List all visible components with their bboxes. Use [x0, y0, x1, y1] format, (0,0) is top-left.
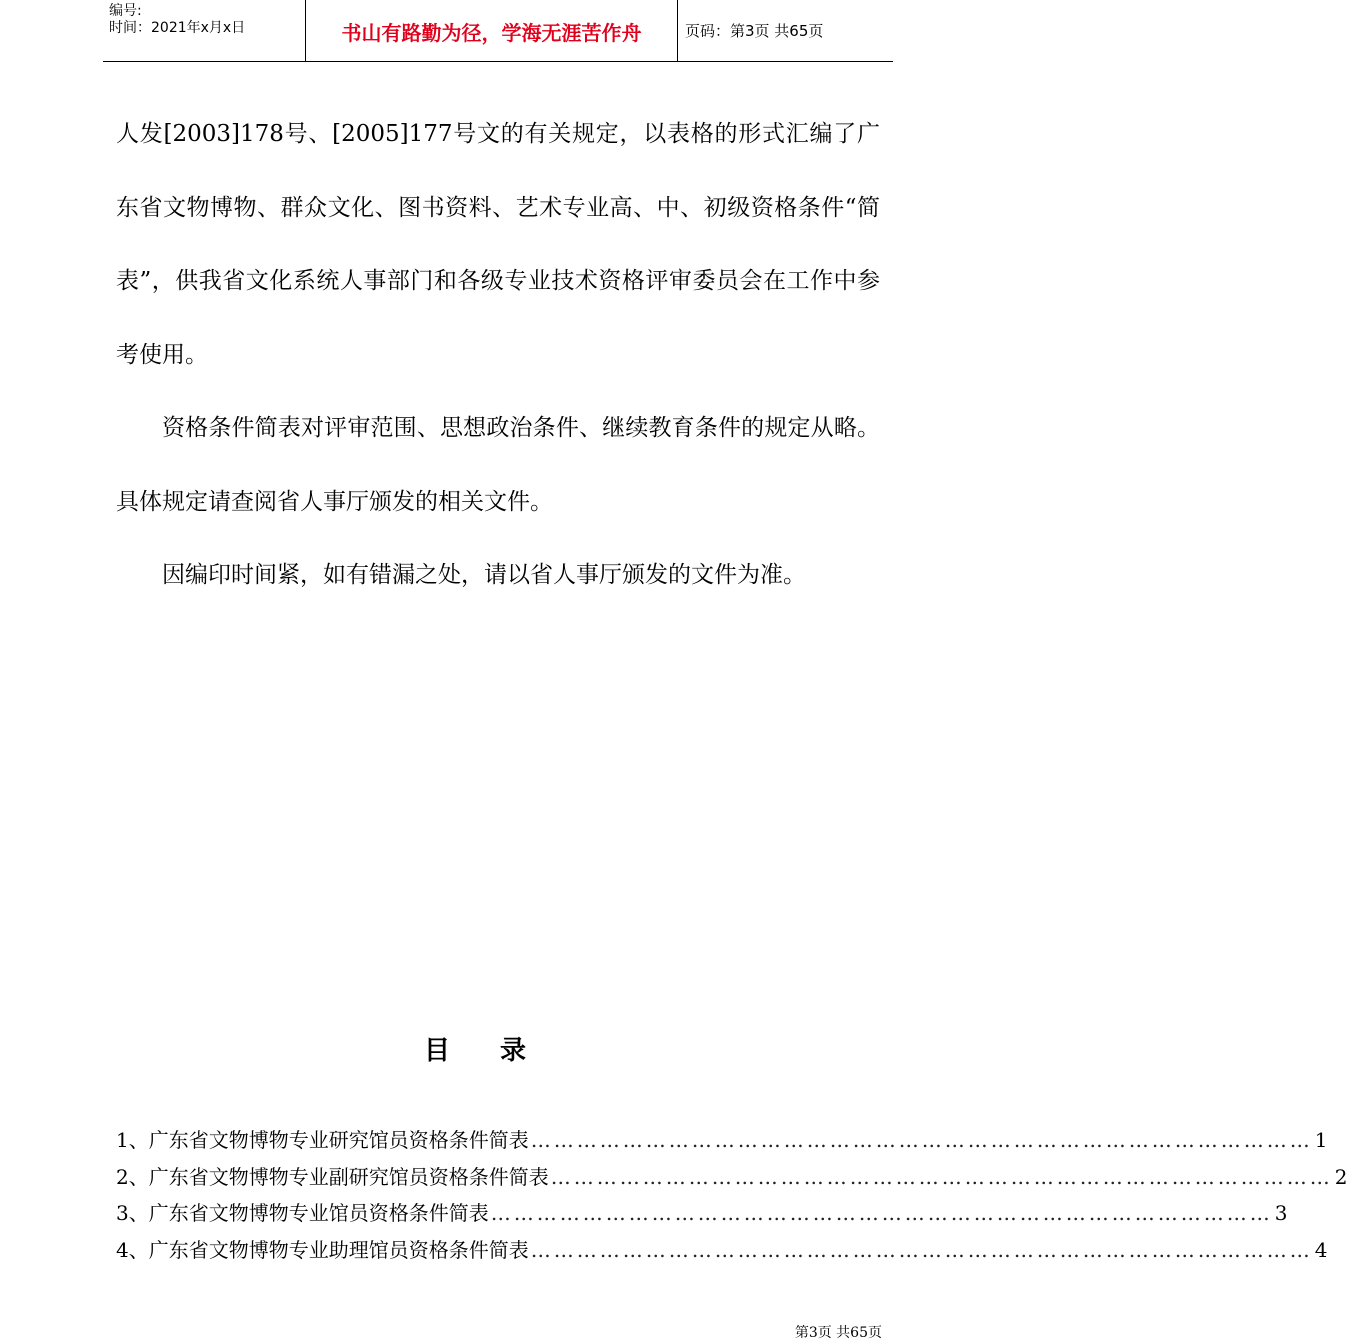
toc-entry-page: 1 [1314, 1128, 1328, 1152]
toc-entry-title: 2、广东省文物博物专业副研究馆员资格条件简表 [116, 1164, 549, 1189]
toc-entry-page: 4 [1314, 1237, 1328, 1262]
toc-entry-page: 2 [1334, 1164, 1347, 1189]
page-header [103, 0, 893, 62]
page-footer: 第3页 共65页 [794, 1325, 882, 1341]
toc-entry[interactable] [116, 1122, 1328, 1159]
toc-entry[interactable] [116, 1159, 1347, 1196]
date-label: 时间：2021年x月x日 [109, 20, 246, 36]
toc-leader-dots: ………………………………………………………………………………………… [530, 1237, 1313, 1262]
body-text [116, 98, 880, 613]
toc-leader-dots: ………………………………………………………………………………………… [490, 1201, 1273, 1225]
toc-entry[interactable] [116, 1195, 1288, 1232]
toc-title: 目录 [423, 1036, 576, 1066]
toc-entry-title: 1、广东省文物博物专业研究馆员资格条件简表 [116, 1128, 529, 1152]
paragraph: 资格条件简表对评审范围、思想政治条件、继续教育条件的规定从略。具体规定请查阅省人事厅颁发的相关文件。 [116, 415, 880, 515]
number-label: 编号: [109, 3, 142, 19]
toc-leader-dots: ………………………………………………………………………………………… [550, 1164, 1333, 1189]
toc-entry-page: 3 [1274, 1201, 1288, 1225]
paragraph: 因编印时间紧，如有错漏之处，请以省人事厅颁发的文件为准。 [162, 562, 806, 588]
toc-entry-title: 4、广东省文物博物专业助理馆员资格条件简表 [116, 1237, 529, 1262]
header-motto-cell [306, 0, 678, 61]
header-motto: 书山有路勤为径，学海无涯苦作舟 [341, 21, 642, 45]
header-meta [103, 0, 306, 61]
toc-entry-title: 3、广东省文物博物专业馆员资格条件简表 [116, 1201, 489, 1225]
paragraph: 人发[2003]178号、[2005]177号文的有关规定，以表格的形式汇编了广东省文物博物、群众文化、图书资料、艺术专业高、中、初级资格条件“简表”，供我省文化系统人事部门和各级专业技术资格评审委员会在工作中参考使用。 [116, 121, 880, 368]
table-of-contents [116, 1122, 1347, 1268]
toc-entry[interactable] [116, 1232, 1328, 1269]
header-page-info: 页码：第3页 共65页 [685, 22, 824, 40]
toc-leader-dots: ………………………………………………………………………………………… [530, 1128, 1313, 1152]
